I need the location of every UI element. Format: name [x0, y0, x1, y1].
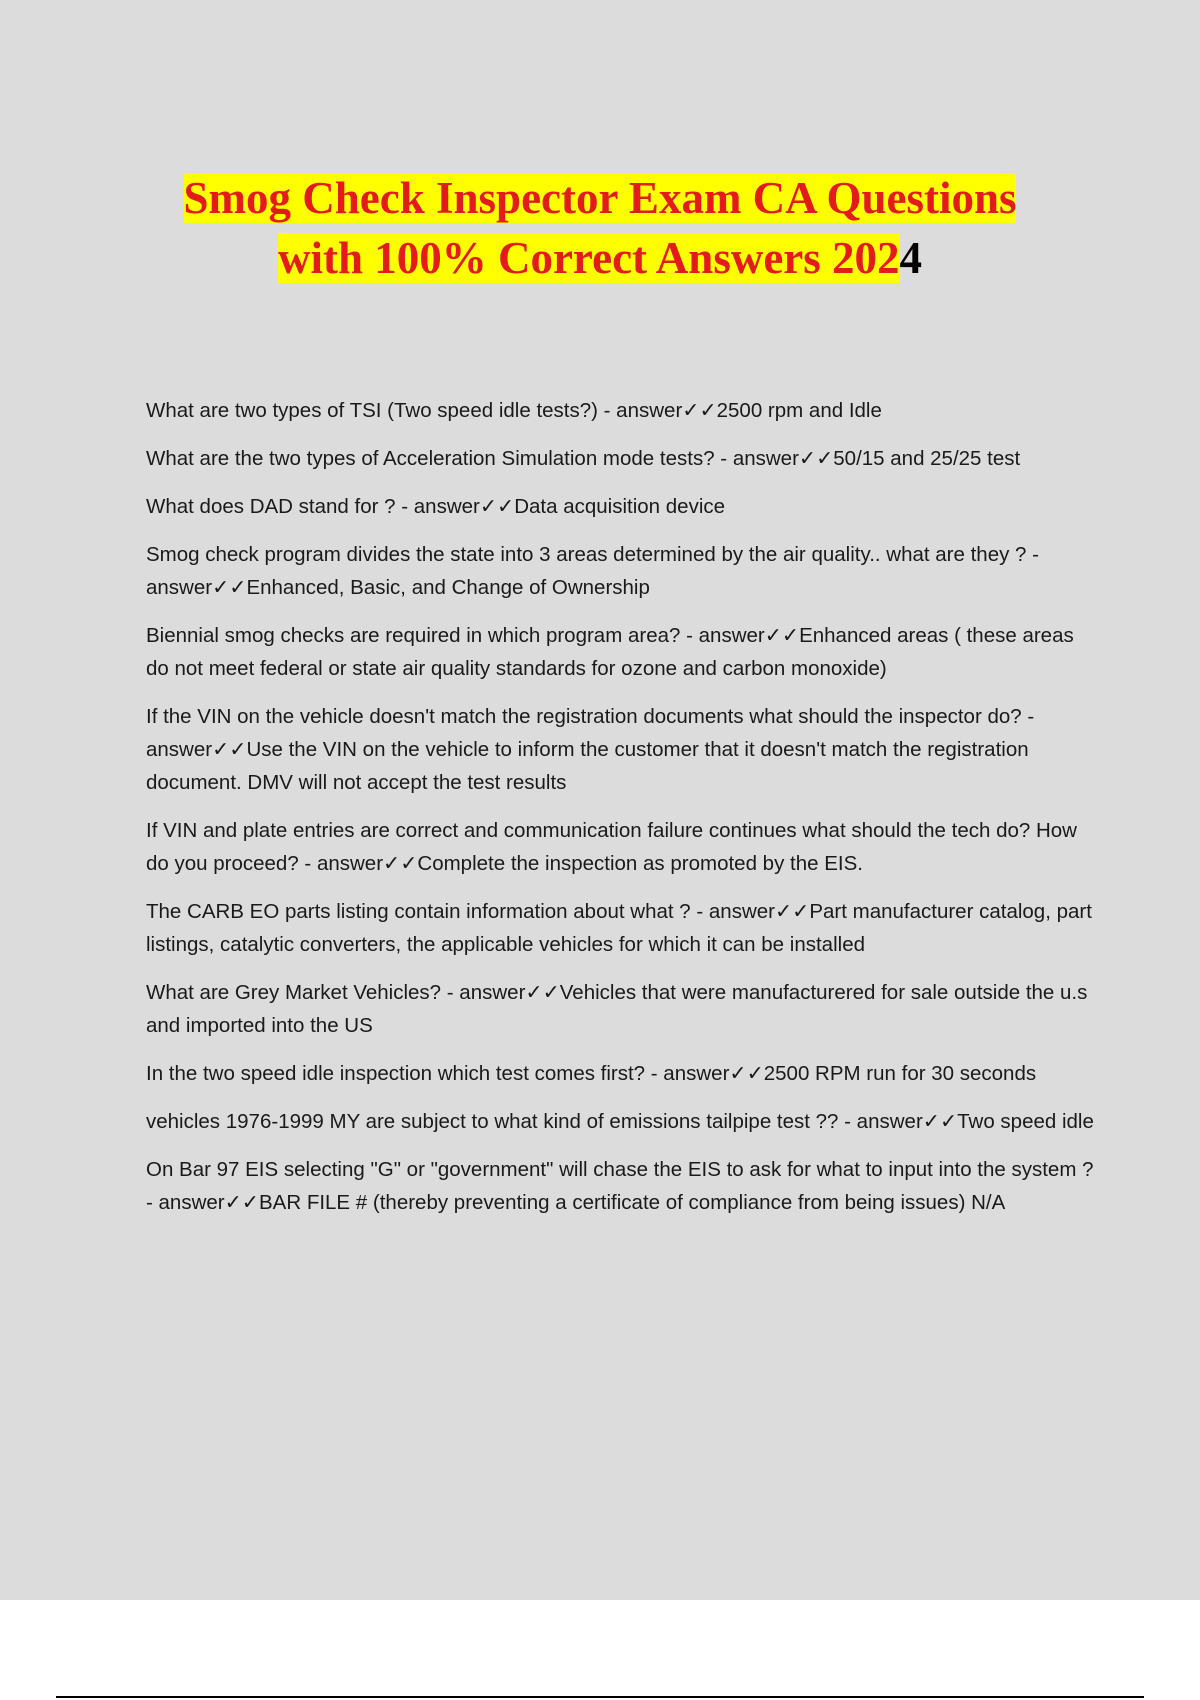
answer-separator: - answer✓✓ [838, 1110, 958, 1133]
question-text: Biennial smog checks are required in which program area? [146, 624, 681, 647]
qa-item [146, 538, 1096, 604]
question-text: Smog check program divides the state into 3 areas determined by the air quality.. what are they ? [146, 543, 1027, 566]
answer-separator: - answer✓✓ [146, 543, 1039, 599]
answer-text: Enhanced areas ( these areas do not meet federal or state air quality standards for ozone and carbon monoxide) [146, 624, 1074, 680]
answer-text: Use the VIN on the vehicle to inform the customer that it doesn't match the registration document. DMV will not accept the test results [146, 738, 1029, 794]
answer-text: BAR FILE # (thereby preventing a certificate of compliance from being issues) N/A [258, 1191, 1006, 1214]
title-line-2: with 100% Correct Answers 202 [277, 233, 900, 283]
qa-item [146, 1153, 1096, 1219]
question-text: What does DAD stand for ? [146, 495, 396, 518]
answer-separator: - answer✓✓ [441, 981, 560, 1004]
answer-separator: - answer✓✓ [298, 852, 418, 875]
answer-separator: - answer✓✓ [690, 900, 810, 923]
question-text: If the VIN on the vehicle doesn't match the registration documents what should the inspector do? [146, 705, 1022, 728]
title-line-2-tail: 4 [899, 233, 923, 283]
qa-item [146, 700, 1096, 799]
qa-item [146, 1057, 1096, 1090]
answer-text: Vehicles that were manufacturered for sale outside the u.s and imported into the US [146, 981, 1088, 1037]
answer-text: 2500 rpm and Idle [716, 399, 882, 422]
answer-separator: - answer✓✓ [146, 1191, 259, 1214]
answer-separator: - answer✓✓ [597, 399, 717, 422]
answer-text: Enhanced, Basic, and Change of Ownership [246, 576, 650, 599]
answer-text: 50/15 and 25/25 test [833, 447, 1021, 470]
question-text: In the two speed idle inspection which test comes first? [146, 1062, 646, 1085]
answer-text: Two speed idle [957, 1110, 1094, 1133]
qa-item [146, 814, 1096, 880]
qa-item [146, 976, 1096, 1042]
qa-item [146, 442, 1096, 475]
question-text: What are Grey Market Vehicles? [146, 981, 442, 1004]
answer-separator: - answer✓✓ [146, 705, 1035, 761]
answer-text: Part manufacturer catalog, part listings, catalytic converters, the applicable vehicles for which it can be installed [146, 900, 1092, 956]
qa-item [146, 895, 1096, 961]
answer-text: Complete the inspection as promoted by the EIS. [417, 852, 863, 875]
answer-separator: - answer✓✓ [645, 1062, 764, 1085]
question-text: The CARB EO parts listing contain information about what ? [146, 900, 691, 923]
question-text: vehicles 1976-1999 MY are subject to what kind of emissions tailpipe test ?? [146, 1110, 839, 1133]
answer-separator: - answer✓✓ [680, 624, 800, 647]
qa-item [146, 490, 1096, 523]
qa-list [146, 394, 1096, 1234]
question-text: What are the two types of Acceleration Simulation mode tests? [146, 447, 715, 470]
answer-text: 2500 RPM run for 30 seconds [763, 1062, 1037, 1085]
question-text: If VIN and plate entries are correct and communication failure continues what should the tech do? How do you proceed? [146, 819, 1077, 875]
question-text: On Bar 97 EIS selecting "G" or "government" will chase the EIS to ask for what to input into the system ? [146, 1158, 1094, 1181]
answer-separator: - answer✓✓ [714, 447, 834, 470]
qa-item [146, 619, 1096, 685]
qa-item [146, 394, 1096, 427]
document-title [0, 168, 1200, 288]
answer-separator: - answer✓✓ [395, 495, 515, 518]
title-line-1: Smog Check Inspector Exam CA Questions [183, 173, 1017, 223]
qa-item [146, 1105, 1096, 1138]
answer-text: Data acquisition device [514, 495, 726, 518]
question-text: What are two types of TSI (Two speed idle tests?) [146, 399, 598, 422]
footer-rule [56, 1696, 1144, 1698]
